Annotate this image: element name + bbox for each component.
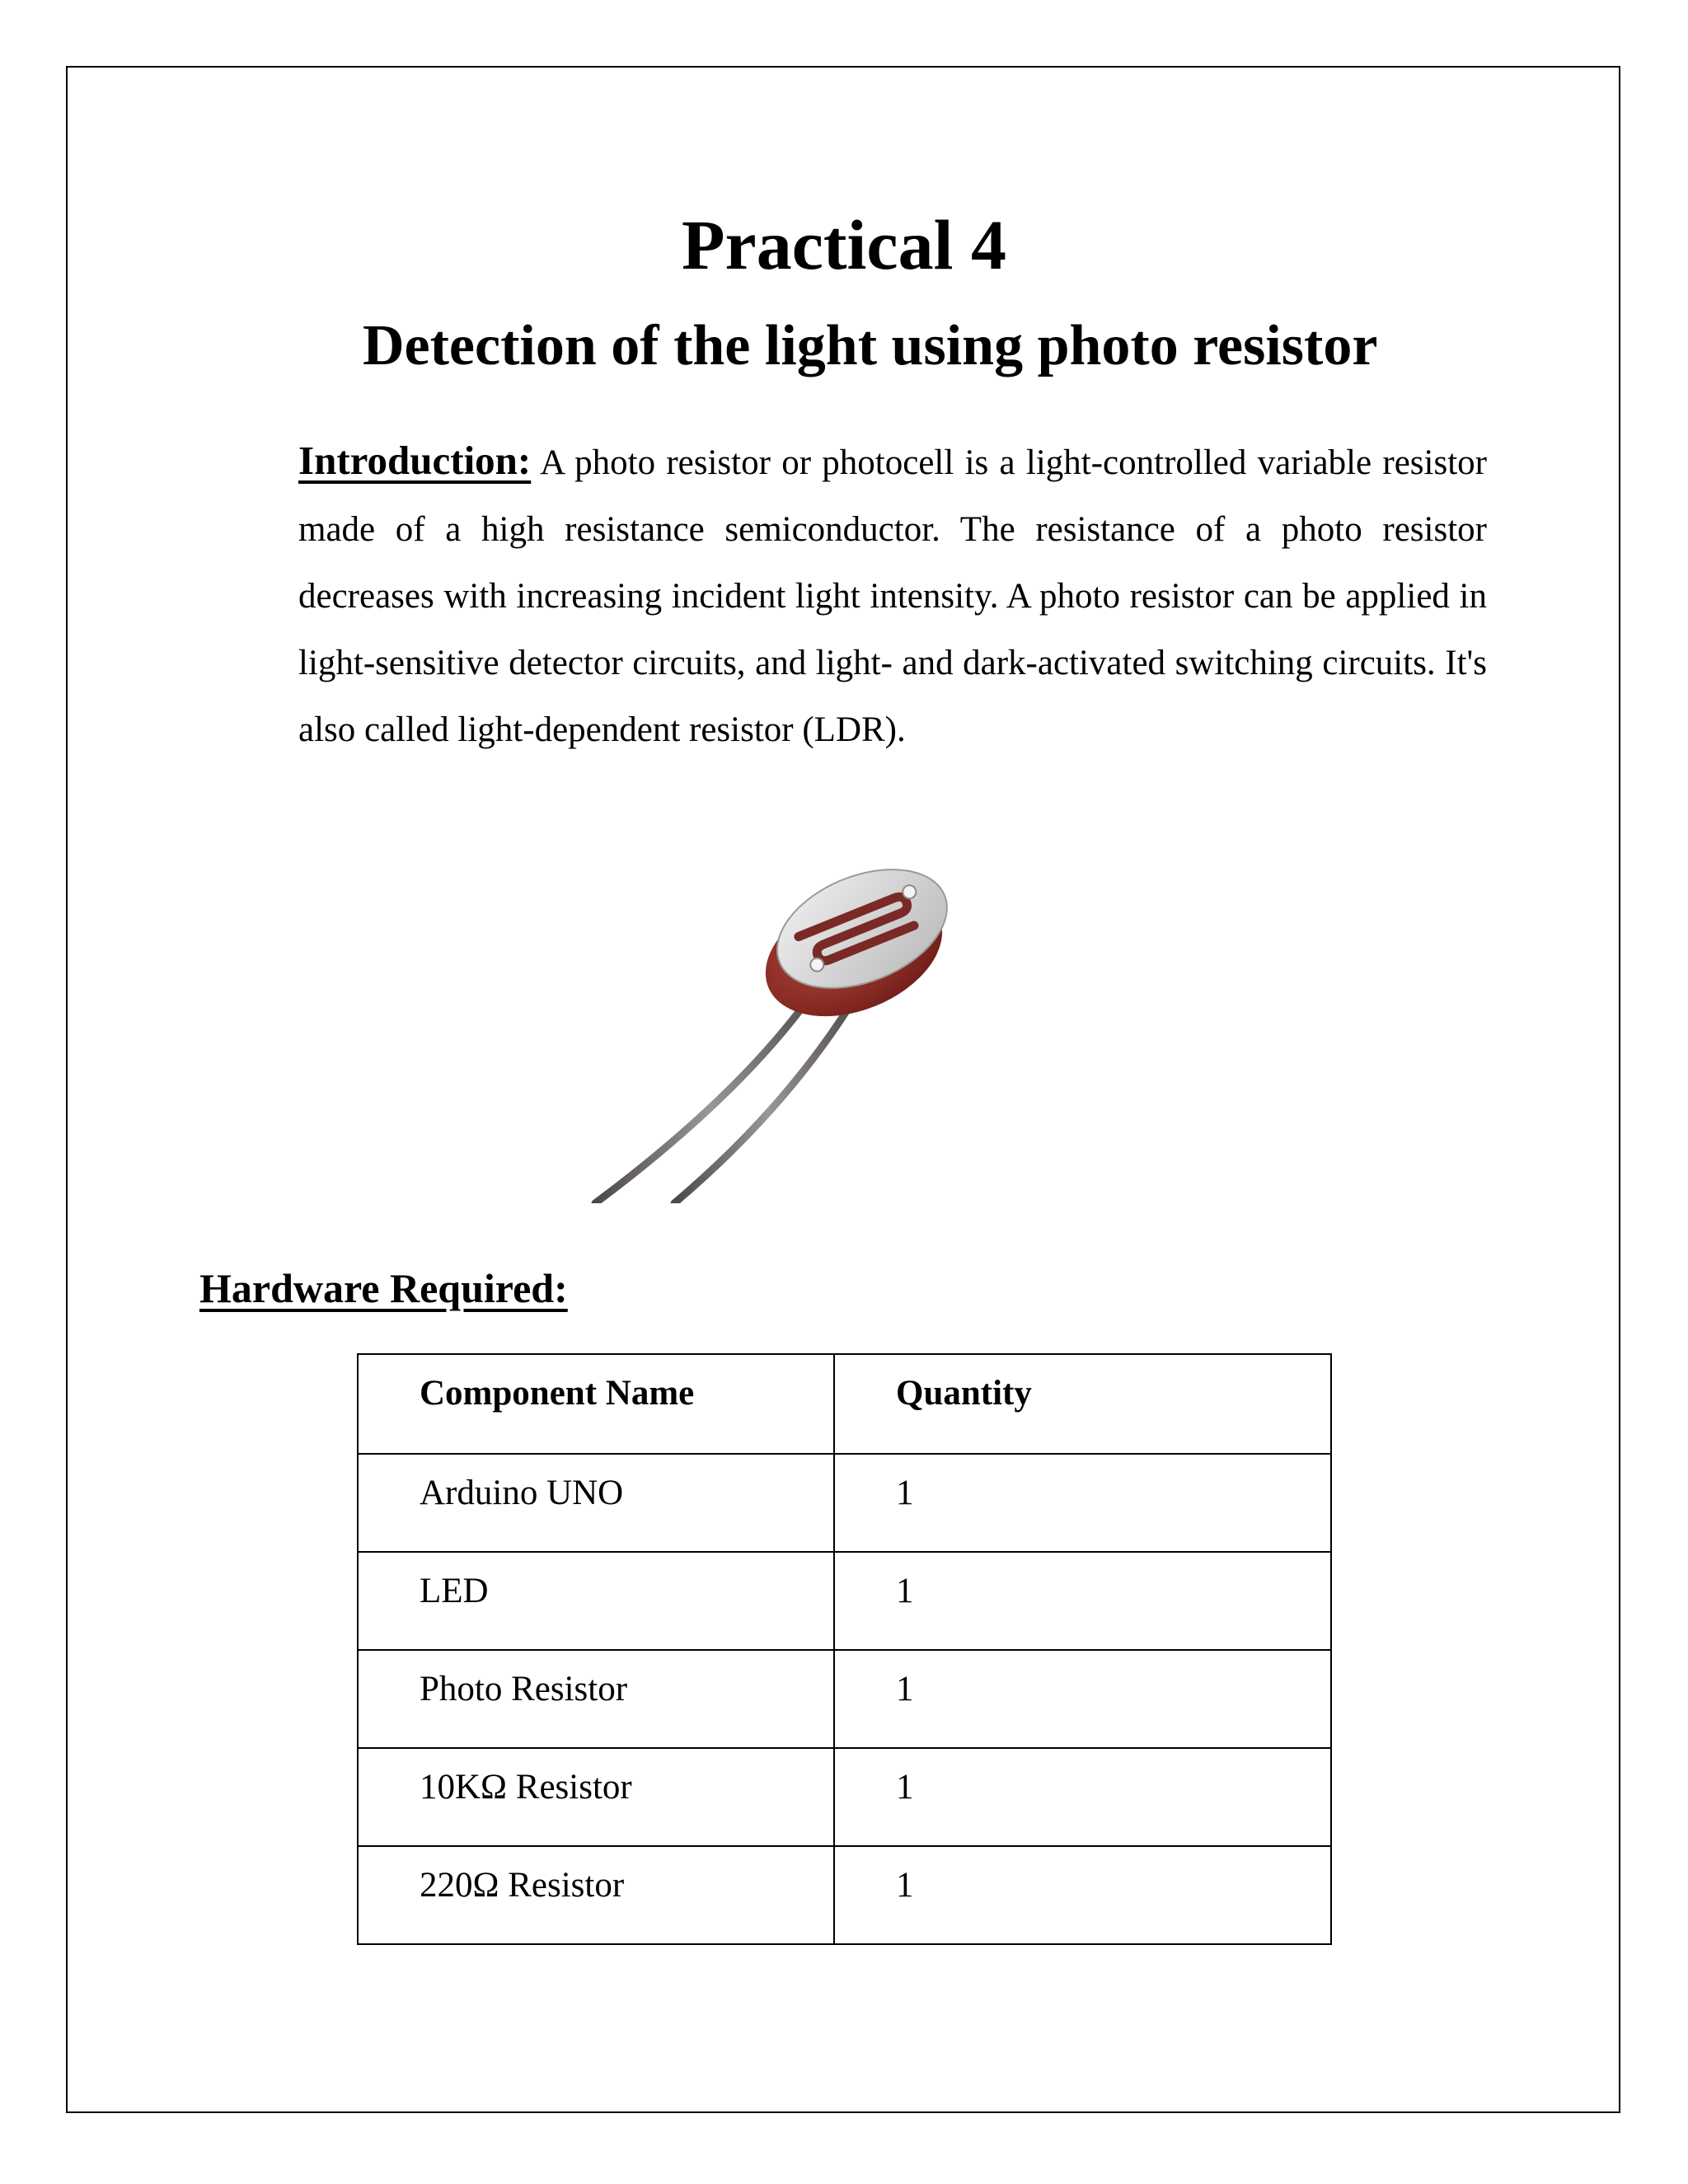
table-header-row bbox=[358, 1354, 1331, 1454]
component-name-cell: 10KΩ Resistor bbox=[358, 1748, 834, 1846]
introduction-paragraph bbox=[298, 427, 1487, 763]
hardware-table bbox=[357, 1353, 1332, 1945]
table-row bbox=[358, 1748, 1331, 1846]
component-name-cell: 220Ω Resistor bbox=[358, 1846, 834, 1944]
component-name-cell: Arduino UNO bbox=[358, 1454, 834, 1552]
introduction-heading: Introduction: bbox=[298, 438, 532, 483]
table-row bbox=[358, 1846, 1331, 1944]
quantity-cell: 1 bbox=[834, 1552, 1331, 1650]
column-header-quantity: Quantity bbox=[834, 1354, 1331, 1454]
table-row bbox=[358, 1650, 1331, 1748]
page-subtitle: Detection of the light using photo resistor bbox=[363, 314, 1378, 377]
introduction-text: A photo resistor or photocell is a light-controlled variable resistor made of a high resistance semiconductor. The resistance of a photo resistor decreases with increasing incident light intensity. A photo resistor can be applied in light-sensitive detector circuits, and light- and dark-activated switching circuits. It's also called light-dependent resistor (LDR). bbox=[298, 443, 1487, 749]
column-header-component: Component Name bbox=[358, 1354, 834, 1454]
photo-resistor-image bbox=[577, 841, 1088, 1203]
table-row bbox=[358, 1454, 1331, 1552]
component-name-cell: LED bbox=[358, 1552, 834, 1650]
quantity-cell: 1 bbox=[834, 1454, 1331, 1552]
component-name-cell: Photo Resistor bbox=[358, 1650, 834, 1748]
quantity-cell: 1 bbox=[834, 1650, 1331, 1748]
lead-wire-right bbox=[674, 987, 861, 1203]
quantity-cell: 1 bbox=[834, 1748, 1331, 1846]
table-row bbox=[358, 1552, 1331, 1650]
page-title: Practical 4 bbox=[682, 205, 1006, 284]
hardware-heading: Hardware Required: bbox=[199, 1265, 568, 1311]
quantity-cell: 1 bbox=[834, 1846, 1331, 1944]
